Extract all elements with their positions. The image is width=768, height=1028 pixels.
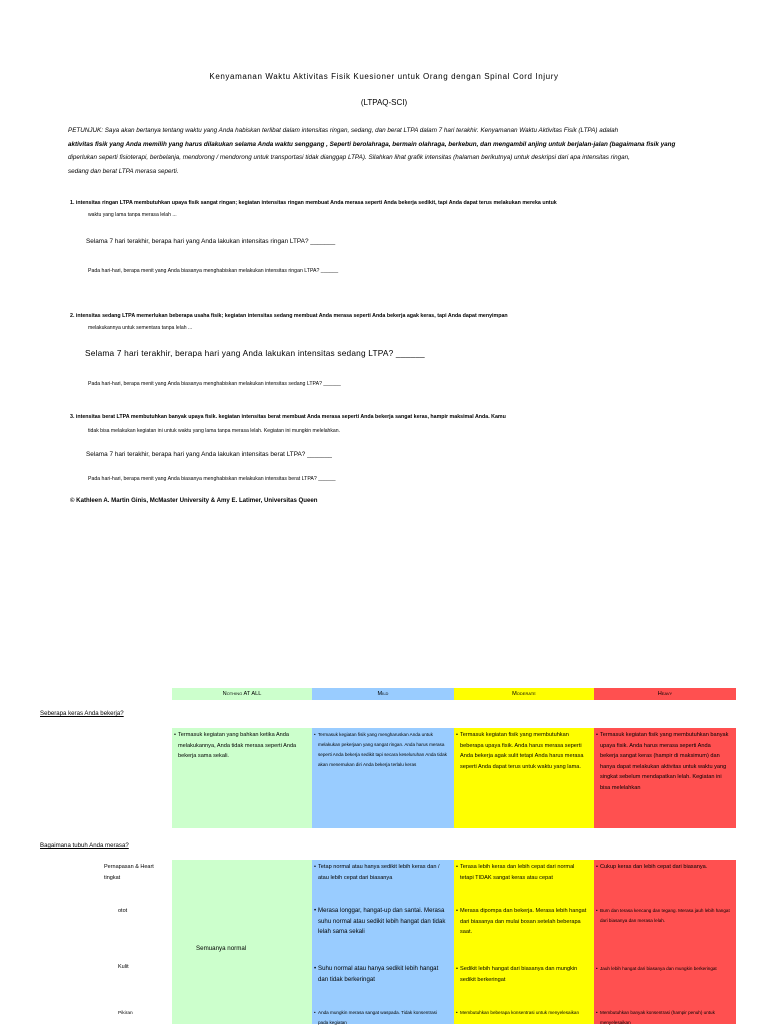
body-mild-column xyxy=(312,860,454,1024)
instructions-paragraph xyxy=(68,124,708,178)
section-how-hard: Seberapa keras Anda bekerja? xyxy=(40,710,124,717)
mild-muscles xyxy=(314,906,448,938)
document-title: Kenyamanan Waktu Aktivitas Fisik Kuesioner untuk Orang dengan Spinal Cord Injury xyxy=(209,72,559,81)
label-skin: Kulit xyxy=(118,964,129,970)
header-nothing-at-all: Nothing AT ALL xyxy=(172,688,312,700)
body-heavy-column xyxy=(594,860,736,1024)
bullet: • xyxy=(314,907,317,914)
question-1: 1. intensitas ringan LTPA membutuhkan upaya fisik sangat ringan; kegiatan intensitas ringan membuat Anda merasa seperti Anda bekerja sedikit, tapi Anda dapat terus melakukan mereka untuk xyxy=(70,200,557,206)
heavy-skin-text: Jauh lebih hangat dari biasanya dan mungkin berkeringat xyxy=(600,966,717,971)
moderate-mind xyxy=(456,1008,588,1018)
heavy-breathing-text: Cukup keras dan lebih cepat dari biasanya. xyxy=(600,864,708,870)
instructions-line-1: PETUNJUK: Saya akan bertanya tentang waktu yang Anda habiskan terlibat dalam intensitas ringan, sedang, dan berat LTPA dalam 7 hari terakhir. Kenyamanan Waktu Aktivitas Fisik (LTPA) adalah xyxy=(68,127,619,134)
heavy-muscles xyxy=(596,906,730,926)
question-1-sub: waktu yang lama tanpa merasa lelah ... xyxy=(88,212,177,218)
label-mind: Pikiran xyxy=(118,1011,133,1016)
question-3-minutes: Pada hari-hari, berapa menit yang Anda biasanya menghabiskan melakukan intensitas berat LTPA? ______ xyxy=(88,476,336,482)
copyright-line: © Kathleen A. Martin Ginis, McMaster University & Amy E. Latimer, Universitas Queen xyxy=(70,497,318,504)
mild-breathing xyxy=(314,862,448,883)
mild-mind xyxy=(314,1008,448,1028)
body-nothing-column xyxy=(172,860,312,1024)
how-hard-moderate-cell xyxy=(454,728,594,828)
section-how-body-feels: Bagaimana tubuh Anda merasa? xyxy=(40,842,129,849)
moderate-skin-text: Sedikit lebih hangat dari biasanya dan mungkin sedikit berkeringat xyxy=(460,966,578,983)
heavy-mind-text: Membutuhkan banyak konsentrasi (hampir penuh) untuk menyelesaikan xyxy=(600,1010,715,1025)
label-breathing: Pernapasan & Heart tingkat xyxy=(104,864,154,881)
mild-skin-text: Suhu normal atau hanya sedikit lebih hangat dan tidak berkeringat xyxy=(318,965,439,983)
question-3-sub: tidak bisa melakukan kegiatan ini untuk waktu yang lama tanpa merasa lelah. Kegiatan ini mungkin melelahkan. xyxy=(88,428,341,434)
bullet: • xyxy=(456,864,458,870)
header-heavy: Heavy xyxy=(594,688,736,700)
instructions-line-3: diperlukan seperti fisioterapi, berbelanja, mendorong / mendorong untuk transportasi tidak dianggap LTPA). Silahkan lihat grafik intensitas (halaman berikutnya) untuk deskripsi dari apa intensitas ringan, xyxy=(68,154,630,161)
question-1-days: Selama 7 hari terakhir, berapa hari yang Anda lakukan intensitas ringan LTPA? _______ xyxy=(86,238,336,245)
bullet: • xyxy=(456,732,458,738)
mild-mind-text: Anda mungkin merasa sangat waspada. Tidak konsentrasi pada kegiatan xyxy=(318,1010,437,1025)
question-2-sub: melakukannya untuk sementara tanpa lelah ... xyxy=(88,325,193,331)
everything-normal-text: Semuanya normal xyxy=(196,945,247,952)
heavy-skin xyxy=(596,964,730,974)
mild-breathing-text: Tetap normal atau hanya sedikit lebih keras dan / atau lebih cepat dari biasanya xyxy=(318,864,440,881)
heavy-muscles-text: Burn dan terasa kencang dan tegang. Merasa jauh lebih hangat dari biasanya dan merasa lelah. xyxy=(600,908,730,923)
how-hard-moderate-text: Termasuk kegiatan fisik yang membutuhkan beberapa upaya fisik. Anda harus merasa seperti Anda bekerja agak sulit tetapi Anda harus merasa seperti Anda dapat terus untuk waktu yang lama. xyxy=(460,732,584,770)
bullet: • xyxy=(456,966,458,972)
moderate-muscles xyxy=(456,906,588,938)
heavy-breathing xyxy=(596,862,730,873)
moderate-breathing-text: Terasa lebih keras dan lebih cepat dari normal tetapi TIDAK sangat keras atau cepat xyxy=(460,864,575,881)
bullet: • xyxy=(596,1010,598,1015)
how-hard-mild-cell xyxy=(312,728,454,828)
bullet: • xyxy=(314,965,317,972)
bullet: • xyxy=(174,732,176,738)
mild-muscles-text: Merasa longgar, hangat-up dan santai. Merasa suhu normal atau sedikit lebih hangat dan tidak lelah sama sekali xyxy=(318,907,446,935)
header-moderate: Moderate xyxy=(454,688,594,700)
moderate-mind-text: Membutuhkan beberapa konsentrasi untuk menyelesaikan xyxy=(460,1010,580,1015)
how-hard-heavy-text: Termasuk kegiatan fisik yang membutuhkan banyak upaya fisik. Anda harus merasa seperti Anda bekerja sangat keras (hampir di maksimum) dan hanya dapat melakukan aktivitas untuk waktu yang singkat sebelum mendapatkan lelah. Kegiatan ini bisa melelahkan xyxy=(600,732,729,791)
bullet: • xyxy=(314,864,316,870)
bullet: • xyxy=(596,966,598,971)
instructions-line-4: sedang dan berat LTPA merasa seperti. xyxy=(68,167,179,175)
label-muscles: otot xyxy=(118,908,128,914)
bullet: • xyxy=(314,732,316,737)
document-subtitle: (LTPAQ-SCI) xyxy=(360,98,408,107)
how-hard-heavy-cell xyxy=(594,728,736,828)
body-moderate-column xyxy=(454,860,594,1024)
question-2: 2. intensitas sedang LTPA memerlukan beberapa usaha fisik; kegiatan intensitas sedang membuat Anda merasa seperti Anda bekerja agak keras, tapi Anda dapat menyimpan xyxy=(70,313,508,319)
bullet: • xyxy=(456,908,458,914)
moderate-muscles-text: Merasa dipompa dan bekerja. Merasa lebih hangat dari biasanya dan mulai bosan setelah beberapa saat. xyxy=(460,908,587,935)
question-2-days: Selama 7 hari terakhir, berapa hari yang Anda lakukan intensitas sedang LTPA? ______ xyxy=(85,348,425,358)
bullet: • xyxy=(456,1010,458,1015)
mild-skin xyxy=(314,964,448,985)
bullet: • xyxy=(596,732,598,738)
bullet: • xyxy=(596,908,598,913)
instructions-line-2: aktivitas fisik yang Anda memilih yang harus dilakukan selama Anda waktu senggang , Seperti berolahraga, bermain olahraga, berkebun, dan mengambil anjing untuk berjalan-jalan (bagaimana fisik yang xyxy=(68,140,676,148)
header-mild: Mild xyxy=(312,688,454,700)
question-3: 3. intensitas berat LTPA membutuhkan banyak upaya fisik. kegiatan intensitas berat membuat Anda merasa seperti Anda bekerja sangat keras, hampir maksimal Anda. Kamu xyxy=(70,414,506,420)
heavy-mind xyxy=(596,1008,730,1028)
question-3-days: Selama 7 hari terakhir, berapa hari yang Anda lakukan intensitas berat LTPA? _______ xyxy=(86,451,332,458)
how-hard-nothing-text: Termasuk kegiatan yang bahkan ketika Anda melakukannya, Anda tidak merasa seperti Anda bekerja sama sekali. xyxy=(178,732,297,759)
how-hard-mild-text: Termasuk kegiatan fisik yang mengharuskan Anda untuk melakukan pekerjaan yang sangat ringan. Anda harus merasa seperti Anda bekerja sedikit tapi secara keseluruhan Anda tidak akan menemukan diri Anda bekerja terlalu keras xyxy=(318,732,447,767)
bullet: • xyxy=(596,864,598,870)
moderate-breathing xyxy=(456,862,588,883)
how-hard-nothing-cell xyxy=(172,728,312,828)
question-1-minutes: Pada hari-hari, berapa menit yang Anda biasanya menghabiskan melakukan intensitas ringan LTPA? ______ xyxy=(88,268,339,274)
question-2-minutes: Pada hari-hari, berapa menit yang Anda biasanya menghabiskan melakukan intensitas sedang LTPA? ______ xyxy=(88,381,341,387)
bullet: • xyxy=(314,1010,316,1015)
moderate-skin xyxy=(456,964,588,985)
